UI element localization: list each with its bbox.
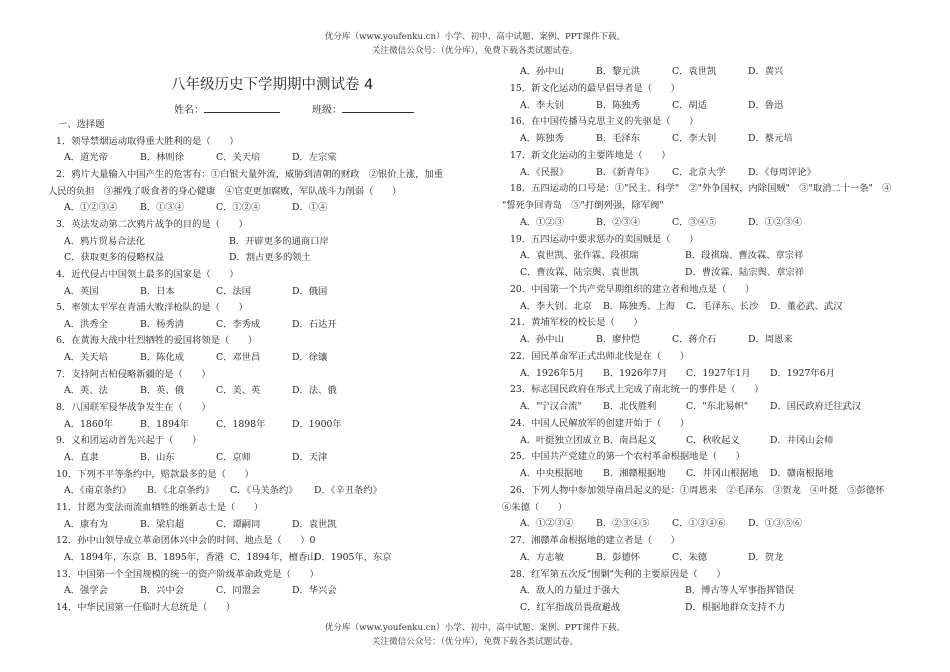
option[interactable]: A．关天培 xyxy=(64,352,108,364)
question-text: 5．率领太平军在青浦大败洋枪队的是（ ） xyxy=(56,302,248,314)
option[interactable]: D．《每周评论》 xyxy=(748,166,816,178)
question-text: 27．湘赣革命根据地的建立者是（ ） xyxy=(510,535,680,546)
option[interactable]: A．1860年 xyxy=(64,418,113,430)
option[interactable]: A．洪秀全 xyxy=(64,318,108,330)
option[interactable]: B．1895年，香港 xyxy=(147,551,224,563)
option[interactable]: A．陈独秀 xyxy=(520,133,564,144)
option[interactable]: A．《南京条约》 xyxy=(64,485,132,497)
option[interactable]: C．邓世昌 xyxy=(216,352,261,364)
question-text: 2．鸦片大量输入中国产生的危害有：①白银大量外流，威胁到清朝的财政 ②银价上涨，加重 xyxy=(56,168,444,180)
question-text: 28．红军第五次反"围剿"失利的主要原因是（ ） xyxy=(510,568,726,580)
option[interactable]: D．1905年，东京 xyxy=(314,551,392,563)
option[interactable]: B．《新青年》 xyxy=(596,166,654,178)
option[interactable]: A．叶挺独立团成立 xyxy=(520,434,602,446)
footer-line-2: 关注微信公众号：（优分库），免费下载各类试题试卷。 xyxy=(371,637,579,647)
option[interactable]: C．井冈山根据地 xyxy=(686,468,759,479)
question-text: 3．英法发动第二次鸦片战争的目的是（ ） xyxy=(56,218,248,230)
option[interactable]: C．李大钊 xyxy=(672,133,717,144)
option[interactable]: C．胡适 xyxy=(672,99,708,111)
option[interactable]: D．法、俄 xyxy=(292,385,337,397)
question-text: 11．甘愿为变法而流血牺牲的维新志士是（ ） xyxy=(56,501,264,513)
option[interactable]: B．1894年 xyxy=(140,418,190,430)
option[interactable]: B．陈化成 xyxy=(140,352,185,364)
option[interactable]: B．杨秀清 xyxy=(140,318,185,330)
option[interactable]: B．陈独秀 xyxy=(596,99,641,111)
option[interactable]: C．1927年1月 xyxy=(686,367,751,379)
option[interactable]: D．俄国 xyxy=(292,285,328,297)
option[interactable]: D．割占更多的领土 xyxy=(229,252,311,264)
question-text: 13．中国第一个全国规模的统一的资产阶级革命政党是（ ） xyxy=(56,568,319,580)
question-text: 6．在黄海大战中壮烈牺牲的爱国将领是（ ） xyxy=(56,335,258,347)
option[interactable]: B．①③④ xyxy=(140,202,185,214)
option[interactable]: D．《辛丑条约》 xyxy=(314,485,382,497)
option[interactable]: D．石达开 xyxy=(292,318,337,330)
option[interactable]: B．②③④⑤ xyxy=(596,518,650,530)
option[interactable]: B．开辟更多的通商口岸 xyxy=(229,235,329,247)
option[interactable]: B．湘赣根据地 xyxy=(603,468,666,479)
option[interactable]: A．孙中山 xyxy=(520,66,564,77)
option[interactable]: A．"宁汉合流" xyxy=(520,401,582,412)
option[interactable]: B．日本 xyxy=(140,285,175,297)
question-text: 10．下列不平等条约中，赔款最多的是（ ） xyxy=(56,468,254,480)
option[interactable]: B．《北京条约》 xyxy=(147,485,215,497)
question-text: 23．标志国民政府在形式上完成了南北统一的事件是（ ） xyxy=(510,384,764,396)
option[interactable]: C．毛泽东、长沙 xyxy=(686,300,759,312)
option[interactable]: C．同盟会 xyxy=(216,585,261,597)
option[interactable]: A．①②③④ xyxy=(520,518,574,530)
class-label: 班级： xyxy=(312,105,342,116)
class-field[interactable] xyxy=(312,101,414,116)
footer-line-1: 优分库（www.youfenku.cn）小学、初中、高中试题、案例、PPT课件下载。 xyxy=(324,623,626,633)
option[interactable]: B．博古等人军事指挥错误 xyxy=(685,585,795,597)
header-line-1: 优分库（www.youfenku.cn）小学、初中、高中试题、案例、PPT课件下载。 xyxy=(324,32,626,42)
option[interactable]: A．①②③④ xyxy=(64,202,118,214)
option[interactable]: C．秋收起义 xyxy=(686,434,740,446)
question-text: 8．八国联军侵华战争发生在（ ） xyxy=(56,402,211,414)
option[interactable]: C．北京大学 xyxy=(672,166,726,178)
option[interactable]: A．敌人的力量过于强大 xyxy=(520,585,620,597)
option[interactable]: D．国民政府迁往武汉 xyxy=(770,401,862,412)
question-text: 7．支持阿古柏侵略新疆的是（ ） xyxy=(56,368,211,380)
option[interactable]: D．1900年 xyxy=(292,418,342,430)
option[interactable]: B．山东 xyxy=(140,452,175,463)
question-text: 4．近代侵占中国领土最多的国家是（ ） xyxy=(56,268,239,280)
option[interactable]: A．孙中山 xyxy=(520,334,564,345)
option[interactable]: A．方志敏 xyxy=(520,551,564,563)
class-underline[interactable] xyxy=(342,102,414,113)
option[interactable]: C．谭嗣同 xyxy=(216,518,261,530)
option[interactable]: C．蒋介石 xyxy=(672,334,717,345)
option[interactable]: A．1926年5月 xyxy=(520,367,585,379)
question-text-cont: ⑥朱德（ ） xyxy=(502,501,568,513)
question-text: 15．新文化运动的最早倡导者是（ ） xyxy=(510,82,680,94)
option[interactable]: D．徐镶 xyxy=(292,352,328,364)
option[interactable]: D．①②③④ xyxy=(748,216,802,228)
option[interactable]: C．1894年，檀香山 xyxy=(230,551,317,563)
question-text: 20．中国第一个共产党早期组织的建立者和地点是（ ） xyxy=(510,283,755,295)
option[interactable]: D．袁世凯 xyxy=(292,518,337,530)
question-text: 18．五四运动的口号是：①"民主、科学" ②"外争国权，内除国贼" ③"取消二十一条" ④ xyxy=(510,183,892,195)
option[interactable]: C．①②④ xyxy=(216,202,261,214)
question-text-cont: "誓死争回青岛 ⑤"打倒列强，除军阀" xyxy=(502,200,664,211)
option[interactable]: B．英、俄 xyxy=(140,385,185,397)
option[interactable]: B．梁启超 xyxy=(140,518,185,530)
name-underline[interactable] xyxy=(204,102,280,113)
question-text: 1．领导禁烟运动取得重大胜利的是（ ） xyxy=(56,135,239,147)
option[interactable]: A．道光帝 xyxy=(64,152,108,164)
option[interactable]: C．朱德 xyxy=(672,551,708,563)
question-text: 24．中国人民解放军的创建开始于（ ） xyxy=(510,417,690,429)
option[interactable]: D．华兴会 xyxy=(292,585,337,597)
option[interactable]: D．赣南根据地 xyxy=(770,468,834,479)
option[interactable]: D．井冈山会师 xyxy=(770,434,834,446)
header-line-2: 关注微信公众号：（优分库），免费下载各类试题试卷。 xyxy=(371,46,579,56)
option[interactable]: C．李秀成 xyxy=(216,318,261,330)
option[interactable]: B．林则徐 xyxy=(140,152,185,164)
option[interactable]: A．袁世凯、张作霖、段祺瑞 xyxy=(520,250,639,262)
question-text: 9．义和团运动首先兴起于（ ） xyxy=(56,435,202,447)
option[interactable]: B．段祺瑞、曹汝霖、章宗祥 xyxy=(685,250,804,262)
option[interactable]: D．①④ xyxy=(292,202,328,214)
option[interactable]: B．北伐胜利 xyxy=(603,401,657,412)
option[interactable]: A．英国 xyxy=(64,285,99,297)
option[interactable]: D．黄兴 xyxy=(748,66,784,77)
option[interactable]: A．中央根据地 xyxy=(520,468,583,479)
option[interactable]: B．1926年7月 xyxy=(603,367,668,379)
option[interactable]: D．贺龙 xyxy=(748,551,784,563)
option[interactable]: C．关天培 xyxy=(216,152,261,164)
exam-title: 八年级历史下学期期中测试卷 4 xyxy=(171,77,374,93)
option[interactable]: C．①③④⑥ xyxy=(672,518,726,530)
option[interactable]: C．美、英 xyxy=(216,385,261,397)
option[interactable]: D．天津 xyxy=(292,452,328,463)
option[interactable]: B．廖仲恺 xyxy=(596,334,641,345)
option[interactable]: B．毛泽东 xyxy=(596,133,641,144)
option[interactable]: C．《马关条约》 xyxy=(230,485,298,497)
option[interactable]: C．法国 xyxy=(216,285,252,297)
option[interactable]: A．《民报》 xyxy=(520,166,569,178)
option[interactable]: A．直隶 xyxy=(64,452,99,463)
option[interactable]: A．英、法 xyxy=(64,385,108,397)
option[interactable]: D．①③⑤⑥ xyxy=(748,518,802,530)
option[interactable]: C．曹汝霖、陆宗舆、袁世凯 xyxy=(520,267,639,278)
option[interactable]: A．强学会 xyxy=(64,585,108,597)
option[interactable]: B．黎元洪 xyxy=(596,66,641,77)
option[interactable]: C．1898年 xyxy=(216,418,266,430)
option[interactable]: B．兴中会 xyxy=(140,585,185,597)
option[interactable]: D．鲁迅 xyxy=(748,99,784,111)
option[interactable]: C．③④⑤ xyxy=(672,216,717,228)
option[interactable]: C．红军指战员畏敌避战 xyxy=(520,602,621,613)
option[interactable]: A．李大钊 xyxy=(520,99,564,111)
question-text: 21．黄埔军校的校长是（ ） xyxy=(510,317,643,329)
option[interactable]: D．曹汝霖、陆宗舆、章宗祥 xyxy=(685,267,805,278)
option[interactable]: B．②③④ xyxy=(596,216,641,228)
question-text: 14．中华民国第一任临时大总统是（ ） xyxy=(56,601,236,613)
option[interactable]: D．周恩来 xyxy=(748,334,793,345)
option[interactable]: D．蔡元培 xyxy=(748,133,793,144)
question-text: 16．在中国传播马克思主义的先驱是（ ） xyxy=(510,116,699,128)
option[interactable]: A．鸦片贸易合法化 xyxy=(64,235,146,247)
option[interactable]: D．董必武、武汉 xyxy=(770,300,843,312)
question-text: 19．五四运动中要求惩办的卖国贼是（ ） xyxy=(510,233,699,245)
question-text: 25．中国共产党建立的第一个农村革命根据地是（ ） xyxy=(510,451,745,463)
question-text: 26．下列人物中参加领导南昌起义的是：①周恩来 ②毛泽东 ③贺龙 ④叶挺 ⑤彭德怀 xyxy=(510,484,885,496)
section-heading: 一、选择题 xyxy=(58,119,105,130)
option[interactable]: B．陈独秀、上海 xyxy=(603,300,675,312)
name-field[interactable] xyxy=(174,101,280,116)
question-text: 17．新文化运动的主要阵地是（ ） xyxy=(510,149,671,161)
option[interactable]: C．袁世凯 xyxy=(672,66,717,77)
option[interactable]: A．①②③ xyxy=(520,216,564,228)
name-label: 姓名： xyxy=(174,105,204,116)
option[interactable]: B．彭德怀 xyxy=(596,551,641,563)
option[interactable]: D．左宗棠 xyxy=(292,152,337,164)
option[interactable]: A．李大钊、北京 xyxy=(520,300,592,312)
option[interactable]: C．京师 xyxy=(216,452,252,463)
option[interactable]: A．康有为 xyxy=(64,518,108,530)
question-text-cont: 人民的负担 ③摧残了吸食者的身心健康 ④官吏更加腐败，军队战斗力削弱（ ） xyxy=(48,185,402,197)
option[interactable]: C．"东北易帜" xyxy=(686,401,749,412)
option[interactable]: D．1927年6月 xyxy=(770,367,835,379)
option[interactable]: C．获取更多的侵略权益 xyxy=(64,252,165,264)
question-text: 22．国民革命军正式出师北伐是在（ ） xyxy=(510,350,690,362)
option[interactable]: B．南昌起义 xyxy=(603,434,657,446)
question-text: 12．孙中山领导成立革命团体兴中会的时间、地点是（ ）0 xyxy=(56,535,316,547)
option[interactable]: A．1894年，东京 xyxy=(64,551,141,563)
option[interactable]: D．根据地群众支持不力 xyxy=(685,602,786,613)
